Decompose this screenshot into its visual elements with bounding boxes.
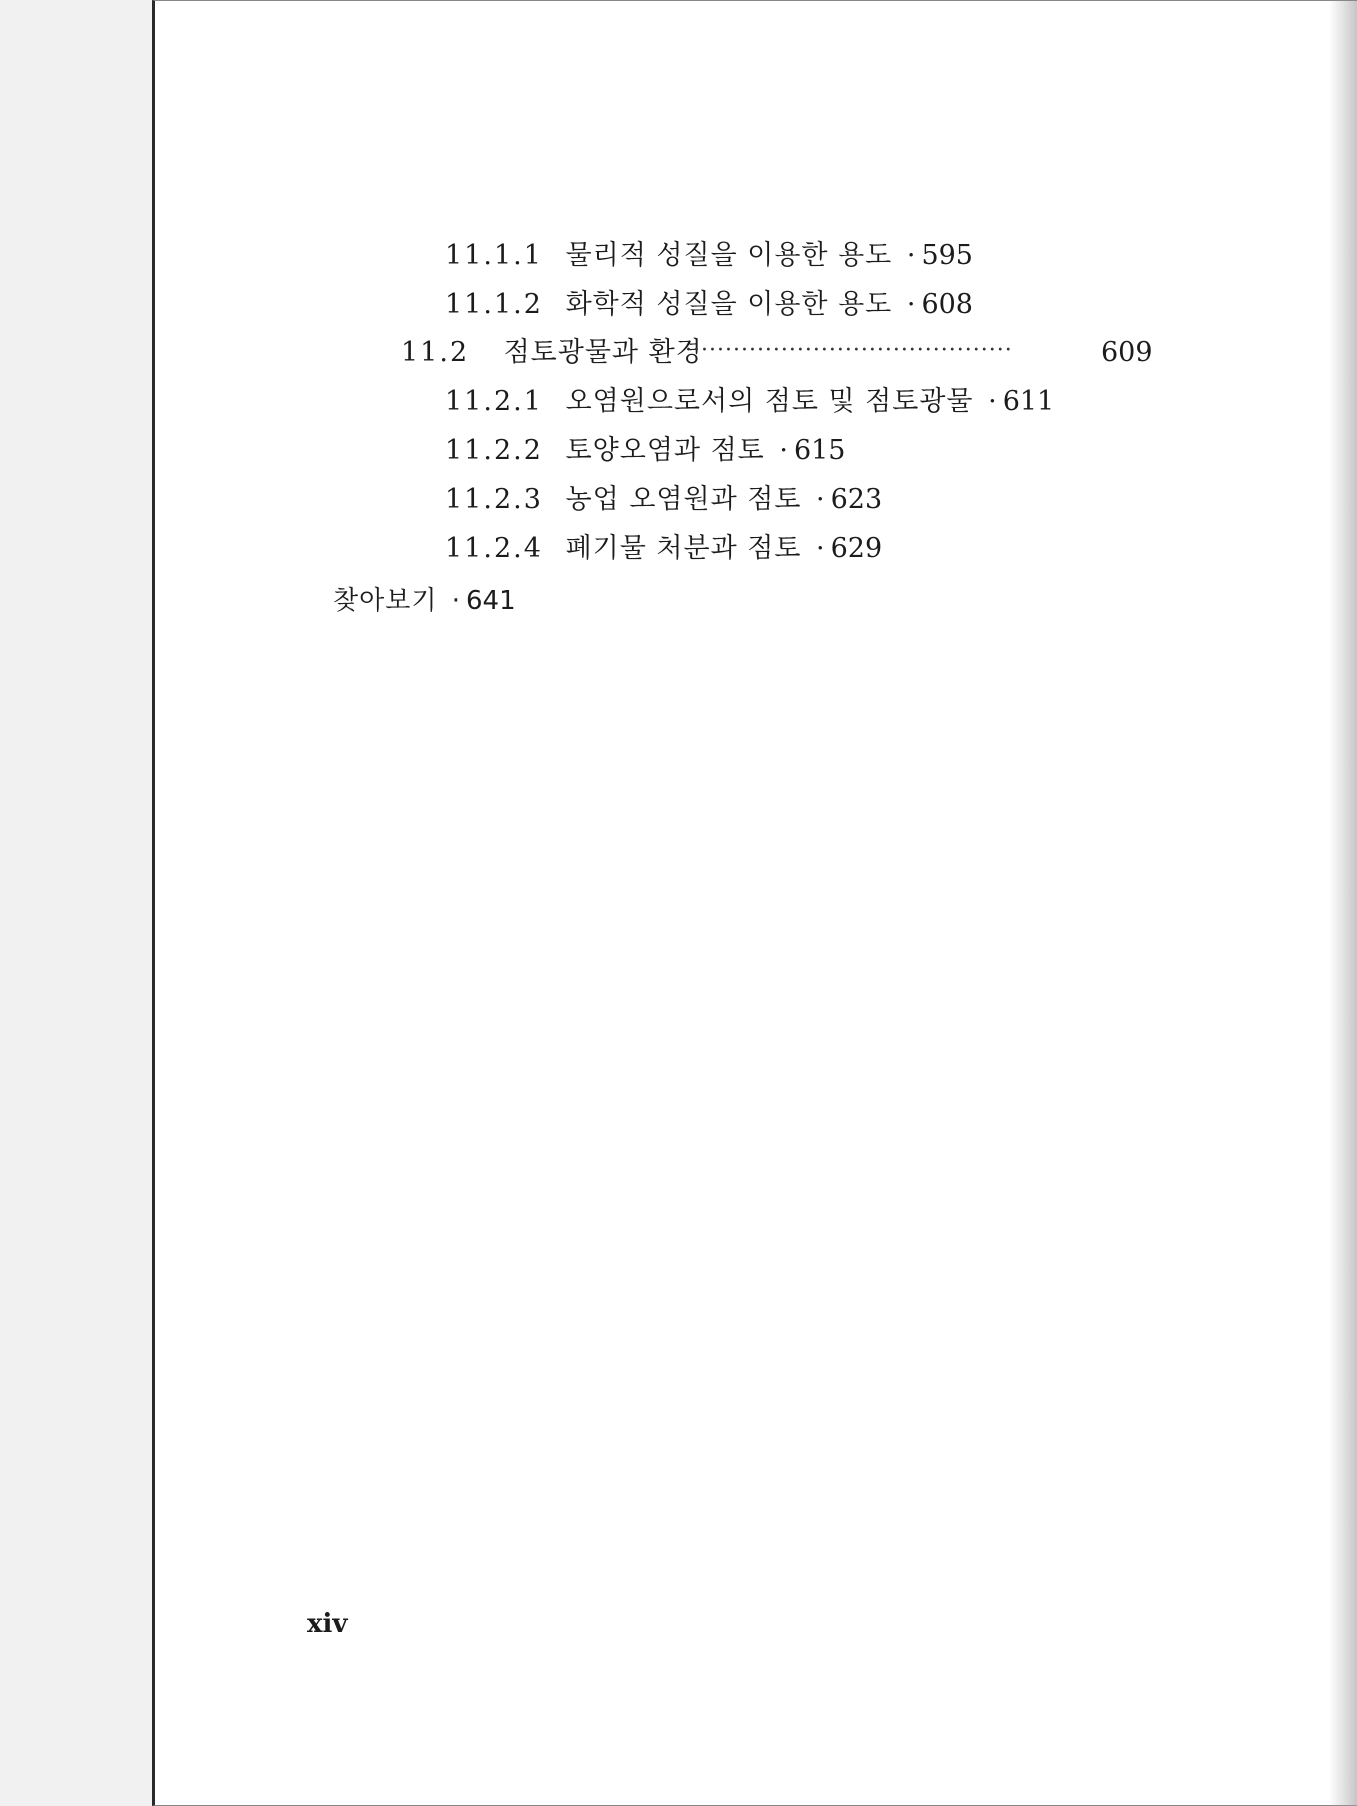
toc-entry-11-1-1[interactable] <box>445 239 973 273</box>
toc-entry-title: 찾아보기 <box>333 586 438 616</box>
toc-entry-number: 11.2 <box>401 337 470 368</box>
toc-entry-title: 폐기물 처분과 점토 <box>565 533 802 564</box>
toc-separator: · <box>816 484 825 515</box>
toc-entry-number: 11.1.1 <box>445 240 543 271</box>
toc-entry-page: 623 <box>830 484 883 515</box>
toc-entry-11-2-4[interactable] <box>445 532 882 566</box>
toc-entry-index[interactable] <box>333 584 516 618</box>
toc-separator: · <box>816 533 825 564</box>
toc-entry-11-2-2[interactable] <box>445 434 845 468</box>
toc-entry-11-1-2[interactable] <box>445 288 973 322</box>
toc-entry-page: 615 <box>793 435 846 466</box>
toc-separator: · <box>906 240 916 271</box>
toc-entry-11-2-1[interactable] <box>445 385 1054 419</box>
toc-separator: · <box>906 289 916 320</box>
toc-separator: · <box>779 435 788 466</box>
document-page <box>152 0 1357 1806</box>
toc-entry-number: 11.1.2 <box>445 289 543 320</box>
toc-entry-number: 11.2.2 <box>445 435 543 466</box>
toc-entry-page: 595 <box>921 240 973 271</box>
toc-entry-page: 629 <box>830 533 883 564</box>
toc-entry-title: 점토광물과 환경 <box>503 337 703 368</box>
toc-entry-11-2-3[interactable] <box>445 483 882 517</box>
toc-entry-page: 611 <box>1002 386 1055 417</box>
toc-separator: · <box>988 386 997 417</box>
toc-entry-number: 11.2.3 <box>445 484 543 515</box>
toc-entry-number: 11.2.1 <box>445 386 543 417</box>
toc-entry-title: 물리적 성질을 이용한 용도 <box>565 240 893 271</box>
toc-entry-title: 화학적 성질을 이용한 용도 <box>565 289 893 320</box>
toc-entry-page: 608 <box>921 289 973 320</box>
toc-entry-number: 11.2.4 <box>445 533 543 564</box>
toc-leader-dots: ········································· <box>685 338 1013 363</box>
page-edge-shadow <box>1329 1 1357 1806</box>
toc-entry-title: 토양오염과 점토 <box>565 435 765 466</box>
toc-entry-title: 오염원으로서의 점토 및 점토광물 <box>565 386 974 417</box>
toc-separator: · <box>451 586 460 616</box>
toc-entry-title: 농업 오염원과 점토 <box>565 484 802 515</box>
toc-entry-11-2[interactable] <box>401 336 1357 370</box>
page-number: xiv <box>307 1609 348 1639</box>
toc-entry-page: 641 <box>466 586 516 616</box>
toc-entry-page: 609 <box>1101 337 1153 368</box>
